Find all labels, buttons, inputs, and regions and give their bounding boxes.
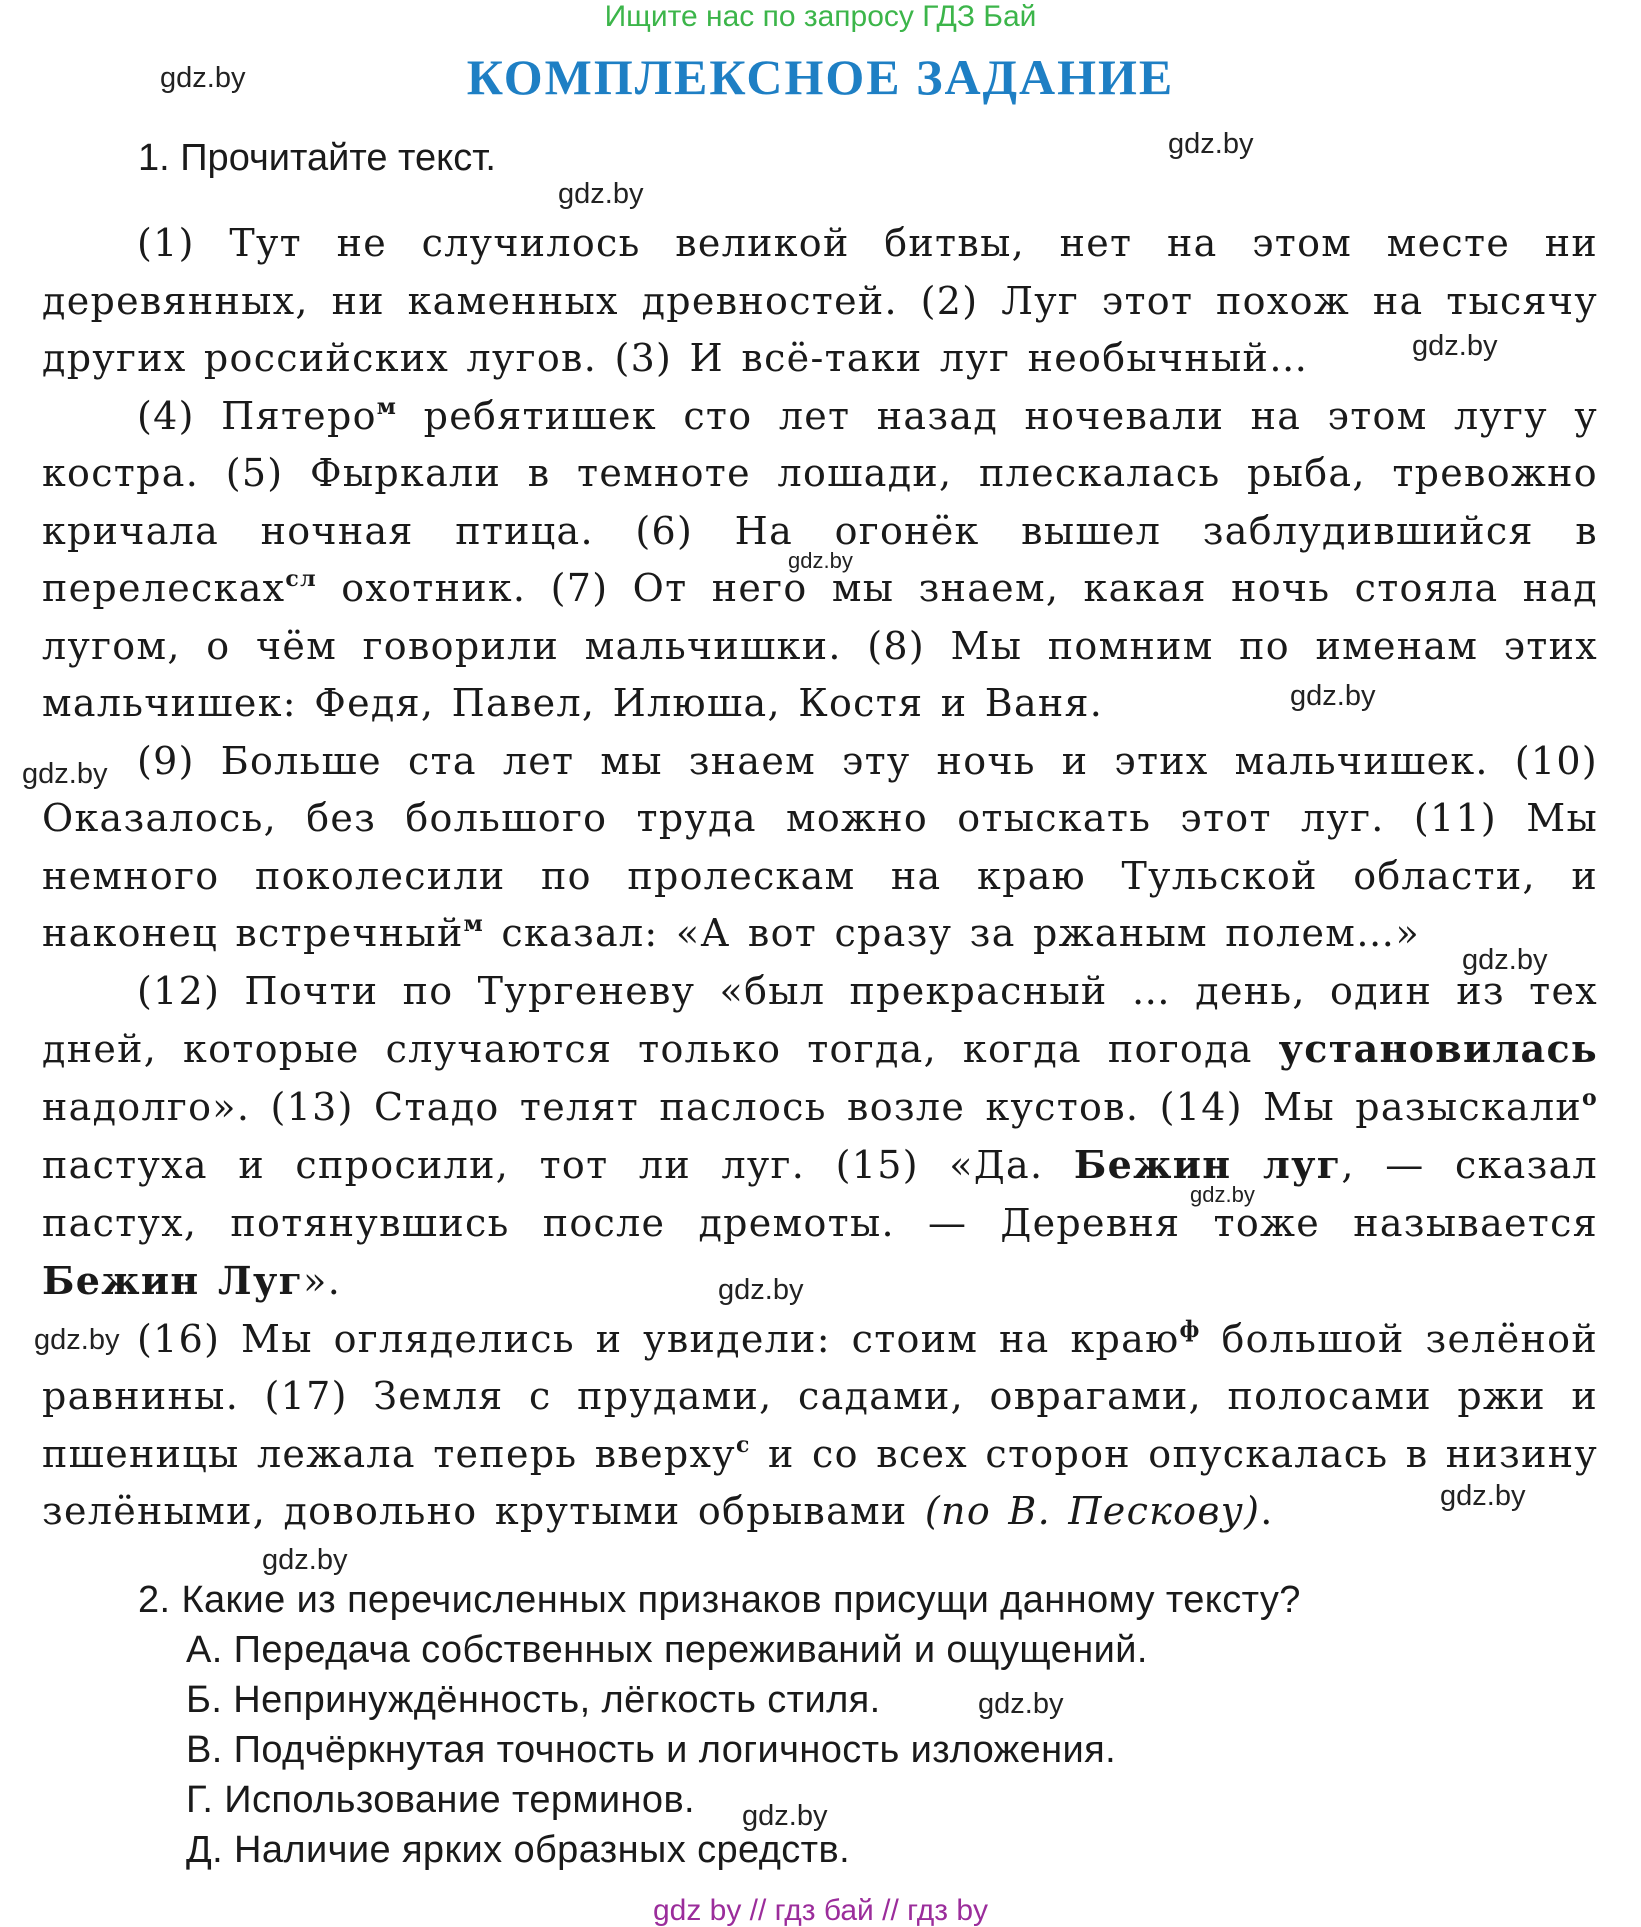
bold-word: Бежин Луг: [42, 1258, 304, 1303]
watermark: gdz.by: [1168, 128, 1254, 160]
top-banner: Ищите нас по запросу ГДЗ Бай: [604, 0, 1037, 33]
morph-mark: м: [463, 911, 484, 937]
answer-options: [138, 1625, 1301, 1875]
morph-mark: м: [376, 393, 398, 420]
watermark: gdz.by: [558, 178, 644, 210]
paragraph-5: [42, 1311, 1598, 1541]
syntax-mark: с: [735, 1431, 751, 1458]
paragraph-1-text: (1) Тут не случилось великой битвы, нет на этом месте ни деревянных, ни каменных древностей. (2) Луг этот похож на тысячу других российских лугов. (3) И всё-таки луг необычный…: [42, 221, 1598, 380]
paragraph-2-text-b: ребятишек сто лет назад ночевали на этом лугу у костра. (5) Фыркали в темноте лошади, плескалась рыба, тревожно кричала ночная птица. (6) На огонёк вышел заблудившийся в перелесках: [42, 393, 1599, 610]
paragraph-5-text-a: (16) Мы огляделись и увидели: стоим на краю: [137, 1316, 1180, 1361]
watermark: gdz.by: [22, 758, 108, 790]
answer-option: Д. Наличие ярких образных средств.: [186, 1829, 851, 1871]
paragraph-5-text-d: .: [1260, 1489, 1274, 1533]
task-2: [138, 1575, 1301, 1875]
watermark: gdz.by: [262, 1544, 348, 1576]
bold-word: установилась: [1278, 1026, 1598, 1071]
watermark: gdz.by: [1190, 1182, 1255, 1207]
word-formation-mark: сл: [285, 566, 317, 592]
paragraph-4-text-a: (12) Почти по Тургеневу «был прекрасный … день, один из тех дней, которые случаются только тогда, когда погода: [42, 968, 1598, 1071]
task-1-heading: 1. Прочитайте текст.: [138, 137, 496, 179]
paragraph-4: [42, 963, 1598, 1311]
paragraph-3: [42, 733, 1598, 963]
paragraph-1: [42, 215, 1598, 388]
watermark: gdz.by: [1290, 680, 1376, 712]
watermark: gdz.by: [1462, 944, 1548, 976]
paragraph-5-text-b: большой зелёной равнины. (17) Земля с прудами, садами, оврагами, полосами ржи и пшеницы лежала теперь вверху: [42, 1316, 1598, 1476]
answer-option: А. Передача собственных переживаний и ощущений.: [186, 1629, 1148, 1671]
paragraph-3-text-a: (9) Больше ста лет мы знаем эту ночь и этих мальчишек. (10) Оказалось, без большого труда можно отыскать этот луг. (11) Мы немного поколесили по пролескам на краю Тульской области, и наконец встречный: [42, 738, 1598, 955]
paragraph-4-text-d: , — сказал пастух, потянувшись после дремоты. — Деревня тоже называется: [42, 1143, 1599, 1245]
watermark: gdz.by: [742, 1800, 828, 1832]
footer-links: gdz by // гдз бай // гдз by: [652, 1894, 989, 1927]
watermark: gdz.by: [1412, 330, 1498, 362]
task-2-question: 2. Какие из перечисленных признаков присущи данному тексту?: [138, 1579, 1301, 1621]
paragraph-2-text-a: (4) Пятеро: [137, 393, 377, 438]
bold-word: Бежин луг: [1073, 1142, 1342, 1187]
page-title: КОМПЛЕКСНОЕ ЗАДАНИЕ: [466, 49, 1175, 105]
watermark: gdz.by: [788, 548, 853, 573]
spelling-mark: о: [1582, 1084, 1598, 1111]
watermark: gdz.by: [718, 1274, 804, 1306]
answer-option: Г. Использование терминов.: [186, 1779, 696, 1821]
paragraph-4-text-e: ».: [303, 1259, 342, 1303]
paragraph-5-text-c: и со всех сторон опускалась в низину зелёными, довольно крутыми обрывами: [42, 1431, 1598, 1533]
paragraph-2-text-c: охотник. (7) От него мы знаем, какая ночь стояла над лугом, о чём говорили мальчишки. (8) Мы помним по именам этих мальчишек: Федя, Павел, Илюша, Костя и Ваня.: [42, 566, 1598, 725]
answer-option: Б. Непринуждённость, лёгкость стиля.: [186, 1679, 881, 1721]
watermark: gdz.by: [34, 1324, 120, 1356]
phonetic-mark: ф: [1179, 1316, 1201, 1343]
watermark: gdz.by: [1440, 1480, 1526, 1512]
watermark: gdz.by: [978, 1688, 1064, 1720]
reading-text: [42, 215, 1598, 1541]
source-attribution: (по В. Пескову): [924, 1489, 1261, 1533]
paragraph-3-text-b: сказал: «А вот сразу за ржаным полем…»: [484, 911, 1421, 955]
answer-option: В. Подчёркнутая точность и логичность изложения.: [186, 1729, 1117, 1771]
watermark: gdz.by: [160, 62, 246, 94]
paragraph-4-text-b: надолго». (13) Стадо телят паслось возле кустов. (14) Мы разыскали: [42, 1084, 1583, 1129]
paragraph-4-text-c: пастуха и спросили, тот ли луг. (15) «Да.: [42, 1143, 1074, 1187]
